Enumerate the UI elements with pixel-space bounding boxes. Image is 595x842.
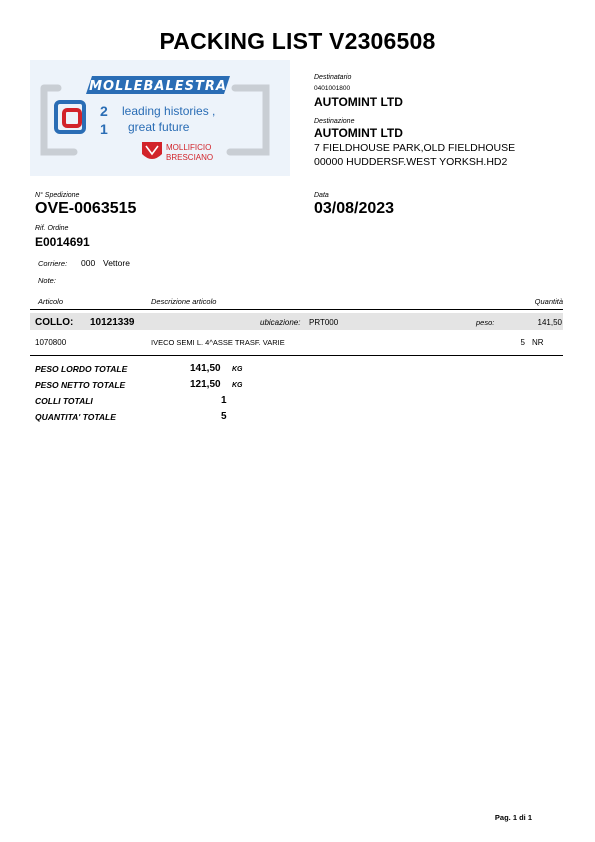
column-header-quantity: Quantità — [534, 297, 563, 306]
destination-name: AUTOMINT LTD — [314, 126, 403, 140]
logo-sub-brand-1: MOLLIFICIO — [166, 143, 212, 152]
notes-label: Note: — [38, 276, 56, 285]
gross-weight-value: 141,50 — [190, 363, 221, 374]
shipment-date: 03/08/2023 — [314, 200, 395, 217]
shield-icon — [142, 142, 162, 159]
logo-sub-brand-2: BRESCIANO — [166, 153, 214, 162]
total-quantity-label: QUANTITA' TOTALE — [35, 412, 116, 422]
brand-name: MOLLEBALESTRA — [89, 79, 227, 94]
destination-address-1: 7 FIELDHOUSE PARK,OLD FIELDHOUSE — [314, 142, 516, 154]
page-number: Pag. 1 di 1 — [494, 813, 532, 822]
destination-address-2: 00000 HUDDERSF.WEST YORKSH.HD2 — [314, 156, 508, 168]
net-weight-unit: KG — [232, 382, 243, 389]
mark-red — [64, 110, 80, 126]
shipment-label: N° Spedizione — [35, 192, 80, 199]
carrier-name: Vettore — [103, 258, 130, 268]
net-weight-label: PESO NETTO TOTALE — [35, 380, 126, 390]
table-bottom-divider — [30, 355, 563, 356]
recipient-code: 0401001800 — [314, 85, 351, 92]
recipient-name: AUTOMINT LTD — [314, 95, 403, 109]
date-label: Data — [314, 192, 329, 199]
package-weight: 141,50 — [537, 318, 562, 327]
row-quantity: 5 — [520, 338, 525, 347]
shipment-number: OVE-0063515 — [35, 200, 137, 217]
document-title: PACKING LIST V2306508 — [159, 28, 436, 54]
carrier-code: 000 — [81, 258, 96, 268]
logo-number-bottom: 1 — [100, 121, 108, 137]
gross-weight-label: PESO LORDO TOTALE — [35, 364, 128, 374]
logo-tagline-2: great future — [128, 120, 190, 134]
row-unit: NR — [532, 338, 544, 347]
column-header-description: Descrizione articolo — [151, 297, 217, 306]
total-quantity-value: 5 — [221, 411, 227, 422]
destination-label: Destinazione — [314, 118, 355, 125]
logo-graphic — [30, 60, 290, 176]
net-weight-value: 121,50 — [190, 379, 221, 390]
recipient-label: Destinatario — [314, 74, 352, 81]
gross-weight-unit: KG — [232, 366, 243, 373]
carrier-label: Corriere: — [38, 259, 68, 268]
company-logo — [30, 60, 290, 176]
order-number: E0014691 — [35, 235, 90, 249]
total-packages-label: COLLI TOTALI — [35, 396, 93, 406]
column-header-article: Articolo — [38, 297, 64, 306]
location-label: ubicazione: — [260, 318, 301, 327]
logo-tagline-1: leading histories , — [122, 104, 216, 118]
row-article: 1070800 — [35, 338, 67, 347]
row-description: IVECO SEMI L. 4^ASSE TRASF. VARIE — [151, 338, 285, 347]
location-value: PRT000 — [309, 318, 339, 327]
total-packages-value: 1 — [221, 395, 227, 406]
package-label: COLLO: — [35, 317, 74, 328]
weight-label: peso: — [476, 318, 495, 327]
logo-number-top: 2 — [100, 103, 108, 119]
order-label: Rif. Ordine — [35, 225, 69, 232]
header-divider — [30, 309, 563, 310]
package-number: 10121339 — [90, 317, 135, 328]
